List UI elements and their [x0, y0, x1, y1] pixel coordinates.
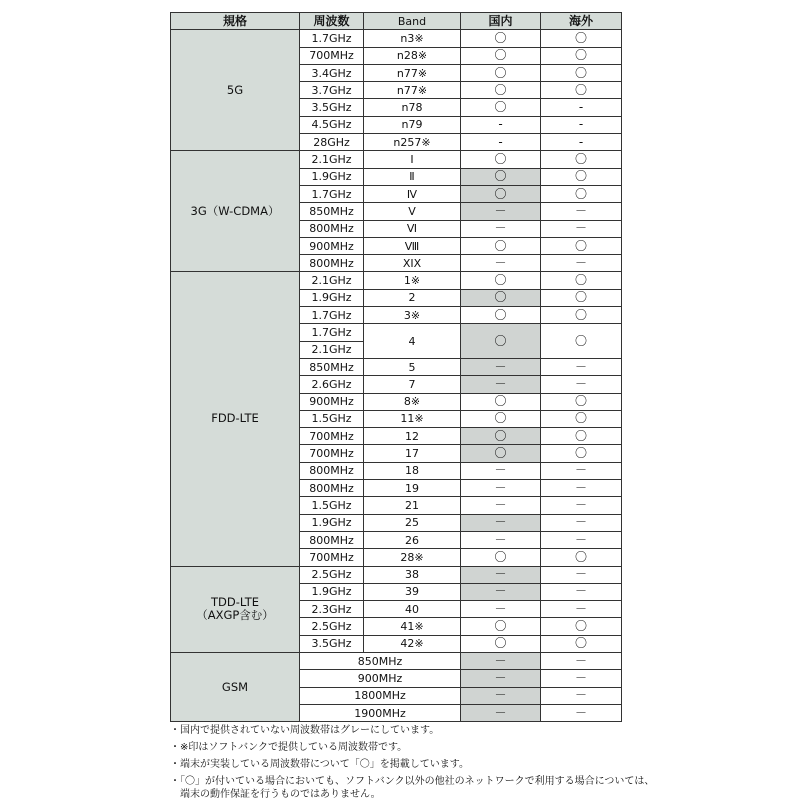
- frequency-cell: 1.9GHz: [300, 168, 364, 185]
- band-cell: 4: [364, 324, 461, 359]
- domestic-cell: 〇: [461, 635, 541, 652]
- standard-label: TDD-LTE: [211, 595, 259, 610]
- frequency-cell: 1.7GHz: [300, 324, 364, 341]
- overseas-cell: 〇: [541, 237, 622, 254]
- frequency-cell: 2.5GHz: [300, 618, 364, 635]
- band-cell: 11※: [364, 410, 461, 427]
- frequency-cell: 800MHz: [300, 220, 364, 237]
- domestic-cell: 〇: [461, 549, 541, 566]
- band-cell: 28※: [364, 549, 461, 566]
- table-header-row: [171, 13, 622, 30]
- overseas-cell: －: [541, 497, 622, 514]
- frequency-cell: 3.7GHz: [300, 82, 364, 99]
- domestic-cell: －: [461, 480, 541, 497]
- frequency-cell: 900MHz: [300, 237, 364, 254]
- frequency-cell: 850MHz: [300, 358, 364, 375]
- band-cell: Ⅷ: [364, 237, 461, 254]
- frequency-cell: 2.1GHz: [300, 151, 364, 168]
- domestic-cell: 〇: [461, 272, 541, 289]
- domestic-cell: 〇: [461, 307, 541, 324]
- overseas-cell: －: [541, 255, 622, 272]
- domestic-cell: 〇: [461, 324, 541, 359]
- note-gray: ・国内で提供されていない周波数帯はグレーにしています。: [170, 725, 440, 736]
- domestic-cell: 〇: [461, 393, 541, 410]
- frequency-cell: 1.9GHz: [300, 289, 364, 306]
- band-cell: 8※: [364, 393, 461, 410]
- frequency-cell: 700MHz: [300, 549, 364, 566]
- band-cell: 21: [364, 497, 461, 514]
- frequency-cell: 800MHz: [300, 255, 364, 272]
- frequency-cell: 700MHz: [300, 47, 364, 64]
- overseas-cell: -: [541, 99, 622, 116]
- domestic-cell: －: [461, 514, 541, 531]
- frequency-cell: 3.5GHz: [300, 99, 364, 116]
- overseas-cell: -: [541, 134, 622, 151]
- domestic-cell: －: [461, 497, 541, 514]
- note-circle: ・端末が実装している周波数帯について「〇」を掲載しています。: [170, 759, 469, 770]
- frequency-cell: 2.6GHz: [300, 376, 364, 393]
- domestic-cell: －: [461, 670, 541, 687]
- frequency-cell: 28GHz: [300, 134, 364, 151]
- domestic-cell: 〇: [461, 168, 541, 185]
- overseas-cell: 〇: [541, 307, 622, 324]
- band-cell: n77※: [364, 64, 461, 81]
- band-cell: 42※: [364, 635, 461, 652]
- band-cell: 5: [364, 358, 461, 375]
- frequency-cell: 700MHz: [300, 428, 364, 445]
- frequency-cell: 3.4GHz: [300, 64, 364, 81]
- standard-cell: [171, 652, 300, 721]
- band-cell: n28※: [364, 47, 461, 64]
- domestic-cell: 〇: [461, 618, 541, 635]
- domestic-cell: 〇: [461, 30, 541, 47]
- band-cell: 41※: [364, 618, 461, 635]
- header-overseas: 海外: [541, 13, 622, 30]
- overseas-cell: －: [541, 480, 622, 497]
- overseas-cell: －: [541, 358, 622, 375]
- domestic-cell: 〇: [461, 151, 541, 168]
- band-cell: Ⅵ: [364, 220, 461, 237]
- band-cell: 12: [364, 428, 461, 445]
- overseas-cell: 〇: [541, 618, 622, 635]
- frequency-cell: 1.9GHz: [300, 583, 364, 600]
- frequency-cell: 800MHz: [300, 480, 364, 497]
- overseas-cell: 〇: [541, 289, 622, 306]
- overseas-cell: －: [541, 462, 622, 479]
- standard-cell: [171, 272, 300, 566]
- table-row: [171, 566, 622, 583]
- frequency-cell: 1.7GHz: [300, 30, 364, 47]
- band-cell: 3※: [364, 307, 461, 324]
- notes: [170, 724, 730, 801]
- overseas-cell: －: [541, 687, 622, 704]
- band-cell: XIX: [364, 255, 461, 272]
- domestic-cell: －: [461, 652, 541, 669]
- band-cell: 38: [364, 566, 461, 583]
- band-cell: n3※: [364, 30, 461, 47]
- domestic-cell: 〇: [461, 64, 541, 81]
- table-body: [171, 30, 622, 722]
- domestic-cell: 〇: [461, 99, 541, 116]
- frequency-band-table: [170, 12, 622, 722]
- overseas-cell: 〇: [541, 549, 622, 566]
- overseas-cell: －: [541, 601, 622, 618]
- band-cell: n77※: [364, 82, 461, 99]
- domestic-cell: 〇: [461, 237, 541, 254]
- band-cell: n257※: [364, 134, 461, 151]
- band-cell: 39: [364, 583, 461, 600]
- domestic-cell: －: [461, 376, 541, 393]
- band-cell: Ⅱ: [364, 168, 461, 185]
- band-cell: 25: [364, 514, 461, 531]
- domestic-cell: －: [461, 220, 541, 237]
- overseas-cell: 〇: [541, 635, 622, 652]
- note-warranty: ・「〇」が付いている場合においても、ソフトバンク以外の他社のネットワークで利用する場合については、: [170, 776, 655, 787]
- overseas-cell: －: [541, 652, 622, 669]
- table-row: [171, 151, 622, 168]
- band-cell: 26: [364, 531, 461, 548]
- note-warranty-cont: 端末の動作保証を行うものではありません。: [170, 789, 381, 800]
- frequency-cell: 1.5GHz: [300, 410, 364, 427]
- band-cell: n79: [364, 116, 461, 133]
- overseas-cell: 〇: [541, 30, 622, 47]
- overseas-cell: 〇: [541, 393, 622, 410]
- domestic-cell: －: [461, 687, 541, 704]
- header-standard: 規格: [171, 13, 300, 30]
- frequency-cell: 2.5GHz: [300, 566, 364, 583]
- domestic-cell: －: [461, 358, 541, 375]
- frequency-cell: 1.5GHz: [300, 497, 364, 514]
- frequency-cell: 800MHz: [300, 531, 364, 548]
- table-row: [171, 652, 622, 669]
- header-band: Band: [364, 13, 461, 30]
- domestic-cell: －: [461, 566, 541, 583]
- frequency-cell: 2.1GHz: [300, 272, 364, 289]
- domestic-cell: －: [461, 531, 541, 548]
- frequency-cell: 1.9GHz: [300, 514, 364, 531]
- frequency-cell: 900MHz: [300, 393, 364, 410]
- overseas-cell: 〇: [541, 428, 622, 445]
- frequency-cell: 1800MHz: [300, 687, 461, 704]
- overseas-cell: 〇: [541, 47, 622, 64]
- header-frequency: 周波数: [300, 13, 364, 30]
- standard-label: GSM: [221, 679, 249, 694]
- overseas-cell: 〇: [541, 168, 622, 185]
- domestic-cell: 〇: [461, 428, 541, 445]
- standard-cell: [171, 30, 300, 151]
- frequency-cell: 800MHz: [300, 462, 364, 479]
- domestic-cell: －: [461, 203, 541, 220]
- table-row: [171, 30, 622, 47]
- overseas-cell: -: [541, 116, 622, 133]
- frequency-cell: 850MHz: [300, 652, 461, 669]
- frequency-cell: 2.3GHz: [300, 601, 364, 618]
- domestic-cell: 〇: [461, 47, 541, 64]
- overseas-cell: 〇: [541, 64, 622, 81]
- overseas-cell: 〇: [541, 410, 622, 427]
- overseas-cell: 〇: [541, 151, 622, 168]
- band-cell: 18: [364, 462, 461, 479]
- band-cell: n78: [364, 99, 461, 116]
- band-cell: 2: [364, 289, 461, 306]
- domestic-cell: 〇: [461, 185, 541, 202]
- standard-label: 5G: [226, 82, 244, 97]
- frequency-cell: 1.7GHz: [300, 185, 364, 202]
- overseas-cell: －: [541, 583, 622, 600]
- overseas-cell: 〇: [541, 324, 622, 359]
- frequency-cell: 1.7GHz: [300, 307, 364, 324]
- band-cell: Ⅴ: [364, 203, 461, 220]
- overseas-cell: －: [541, 704, 622, 721]
- domestic-cell: －: [461, 462, 541, 479]
- frequency-cell: 700MHz: [300, 445, 364, 462]
- overseas-cell: －: [541, 670, 622, 687]
- overseas-cell: －: [541, 566, 622, 583]
- note-asterisk: ・※印はソフトバンクで提供している周波数帯です。: [170, 742, 408, 753]
- table-row: [171, 272, 622, 289]
- standard-label: 3G（W-CDMA）: [190, 203, 280, 218]
- band-cell: 1※: [364, 272, 461, 289]
- band-cell: 7: [364, 376, 461, 393]
- domestic-cell: 〇: [461, 410, 541, 427]
- frequency-cell: 4.5GHz: [300, 116, 364, 133]
- band-cell: 17: [364, 445, 461, 462]
- overseas-cell: －: [541, 220, 622, 237]
- frequency-cell: 850MHz: [300, 203, 364, 220]
- frequency-cell: 2.1GHz: [300, 341, 364, 358]
- overseas-cell: －: [541, 376, 622, 393]
- overseas-cell: 〇: [541, 272, 622, 289]
- domestic-cell: -: [461, 134, 541, 151]
- overseas-cell: 〇: [541, 445, 622, 462]
- band-cell: 40: [364, 601, 461, 618]
- domestic-cell: －: [461, 255, 541, 272]
- header-domestic: 国内: [461, 13, 541, 30]
- domestic-cell: －: [461, 583, 541, 600]
- domestic-cell: 〇: [461, 445, 541, 462]
- domestic-cell: －: [461, 601, 541, 618]
- band-cell: 19: [364, 480, 461, 497]
- frequency-cell: 3.5GHz: [300, 635, 364, 652]
- overseas-cell: －: [541, 531, 622, 548]
- overseas-cell: 〇: [541, 82, 622, 99]
- frequency-cell: 1900MHz: [300, 704, 461, 721]
- standard-label: FDD-LTE: [211, 411, 259, 426]
- domestic-cell: -: [461, 116, 541, 133]
- band-cell: Ⅳ: [364, 185, 461, 202]
- overseas-cell: 〇: [541, 185, 622, 202]
- overseas-cell: －: [541, 203, 622, 220]
- frequency-cell: 900MHz: [300, 670, 461, 687]
- standard-cell: [171, 566, 300, 652]
- domestic-cell: 〇: [461, 82, 541, 99]
- domestic-cell: 〇: [461, 289, 541, 306]
- standard-label-sub: （AXGP含む）: [196, 608, 274, 623]
- domestic-cell: －: [461, 704, 541, 721]
- standard-cell: [171, 151, 300, 272]
- band-cell: Ⅰ: [364, 151, 461, 168]
- overseas-cell: －: [541, 514, 622, 531]
